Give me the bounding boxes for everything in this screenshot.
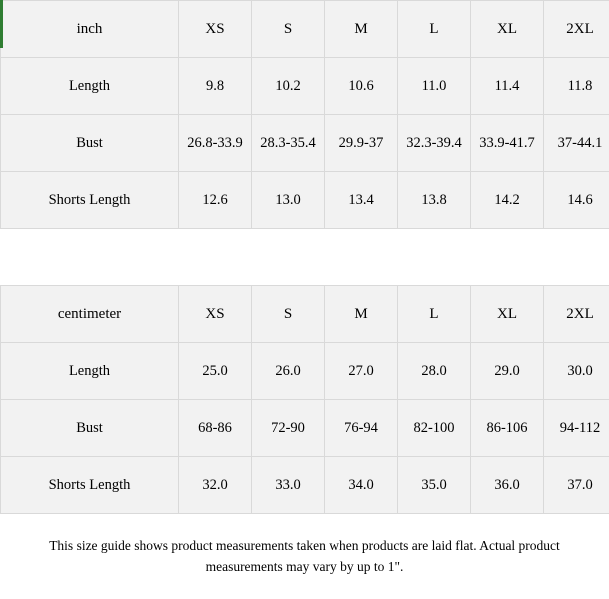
- cell-bust-s: 28.3-35.4: [252, 115, 325, 172]
- table-row: [1, 172, 609, 229]
- column-header-xs: XS: [179, 1, 252, 58]
- inch-size-table: [0, 0, 609, 229]
- cell-shorts-length-xl: 14.2: [471, 172, 544, 229]
- table-row: [1, 457, 609, 514]
- cell-shorts-length-xs: 12.6: [179, 172, 252, 229]
- table-row: [1, 115, 609, 172]
- unit-label-centimeter: centimeter: [1, 286, 179, 343]
- footnote-line-1: This size guide shows product measurements taken when products are laid flat. Actual product: [49, 538, 560, 553]
- column-header-xs: XS: [179, 286, 252, 343]
- column-header-2xl: 2XL: [544, 286, 609, 343]
- footnote-line-2: measurements may vary by up to 1".: [205, 558, 404, 574]
- centimeter-size-table: [0, 285, 609, 514]
- cell-shorts-length-l: 35.0: [398, 457, 471, 514]
- cell-shorts-length-xl: 36.0: [471, 457, 544, 514]
- cell-bust-m: 76-94: [325, 400, 398, 457]
- cell-length-xs: 9.8: [179, 58, 252, 115]
- cell-length-m: 27.0: [325, 343, 398, 400]
- cell-length-xs: 25.0: [179, 343, 252, 400]
- table-header-row: [1, 286, 609, 343]
- cell-shorts-length-xs: 32.0: [179, 457, 252, 514]
- column-header-s: S: [252, 1, 325, 58]
- cell-shorts-length-2xl: 14.6: [544, 172, 609, 229]
- column-header-2xl: 2XL: [544, 1, 609, 58]
- cell-bust-2xl: 37-44.1: [544, 115, 609, 172]
- cell-bust-xs: 68-86: [179, 400, 252, 457]
- row-label-length: Length: [1, 58, 179, 115]
- table-row: [1, 58, 609, 115]
- column-header-xl: XL: [471, 286, 544, 343]
- column-header-l: L: [398, 286, 471, 343]
- cell-length-m: 10.6: [325, 58, 398, 115]
- cell-shorts-length-m: 34.0: [325, 457, 398, 514]
- cell-length-s: 26.0: [252, 343, 325, 400]
- row-label-shorts-length: Shorts Length: [1, 457, 179, 514]
- cell-length-s: 10.2: [252, 58, 325, 115]
- column-header-m: M: [325, 286, 398, 343]
- cell-shorts-length-m: 13.4: [325, 172, 398, 229]
- accent-bar: [0, 0, 3, 48]
- cell-bust-xs: 26.8-33.9: [179, 115, 252, 172]
- cell-bust-l: 32.3-39.4: [398, 115, 471, 172]
- cell-bust-2xl: 94-112: [544, 400, 609, 457]
- cell-length-2xl: 30.0: [544, 343, 609, 400]
- cell-bust-s: 72-90: [252, 400, 325, 457]
- cell-shorts-length-s: 33.0: [252, 457, 325, 514]
- column-header-xl: XL: [471, 1, 544, 58]
- cell-length-xl: 29.0: [471, 343, 544, 400]
- row-label-bust: Bust: [1, 115, 179, 172]
- cell-bust-m: 29.9-37: [325, 115, 398, 172]
- cell-shorts-length-l: 13.8: [398, 172, 471, 229]
- cell-bust-l: 82-100: [398, 400, 471, 457]
- table-header-row: [1, 1, 609, 58]
- row-label-length: Length: [1, 343, 179, 400]
- cell-shorts-length-2xl: 37.0: [544, 457, 609, 514]
- column-header-m: M: [325, 1, 398, 58]
- column-header-s: S: [252, 286, 325, 343]
- row-label-shorts-length: Shorts Length: [1, 172, 179, 229]
- cell-shorts-length-s: 13.0: [252, 172, 325, 229]
- cell-length-l: 11.0: [398, 58, 471, 115]
- table-gap: [0, 229, 609, 285]
- row-label-bust: Bust: [1, 400, 179, 457]
- table-row: [1, 343, 609, 400]
- table-row: [1, 400, 609, 457]
- column-header-l: L: [398, 1, 471, 58]
- cell-length-xl: 11.4: [471, 58, 544, 115]
- size-guide-footnote: [0, 536, 609, 578]
- unit-label-inch: inch: [1, 1, 179, 58]
- cell-bust-xl: 86-106: [471, 400, 544, 457]
- cell-length-l: 28.0: [398, 343, 471, 400]
- cell-length-2xl: 11.8: [544, 58, 609, 115]
- cell-bust-xl: 33.9-41.7: [471, 115, 544, 172]
